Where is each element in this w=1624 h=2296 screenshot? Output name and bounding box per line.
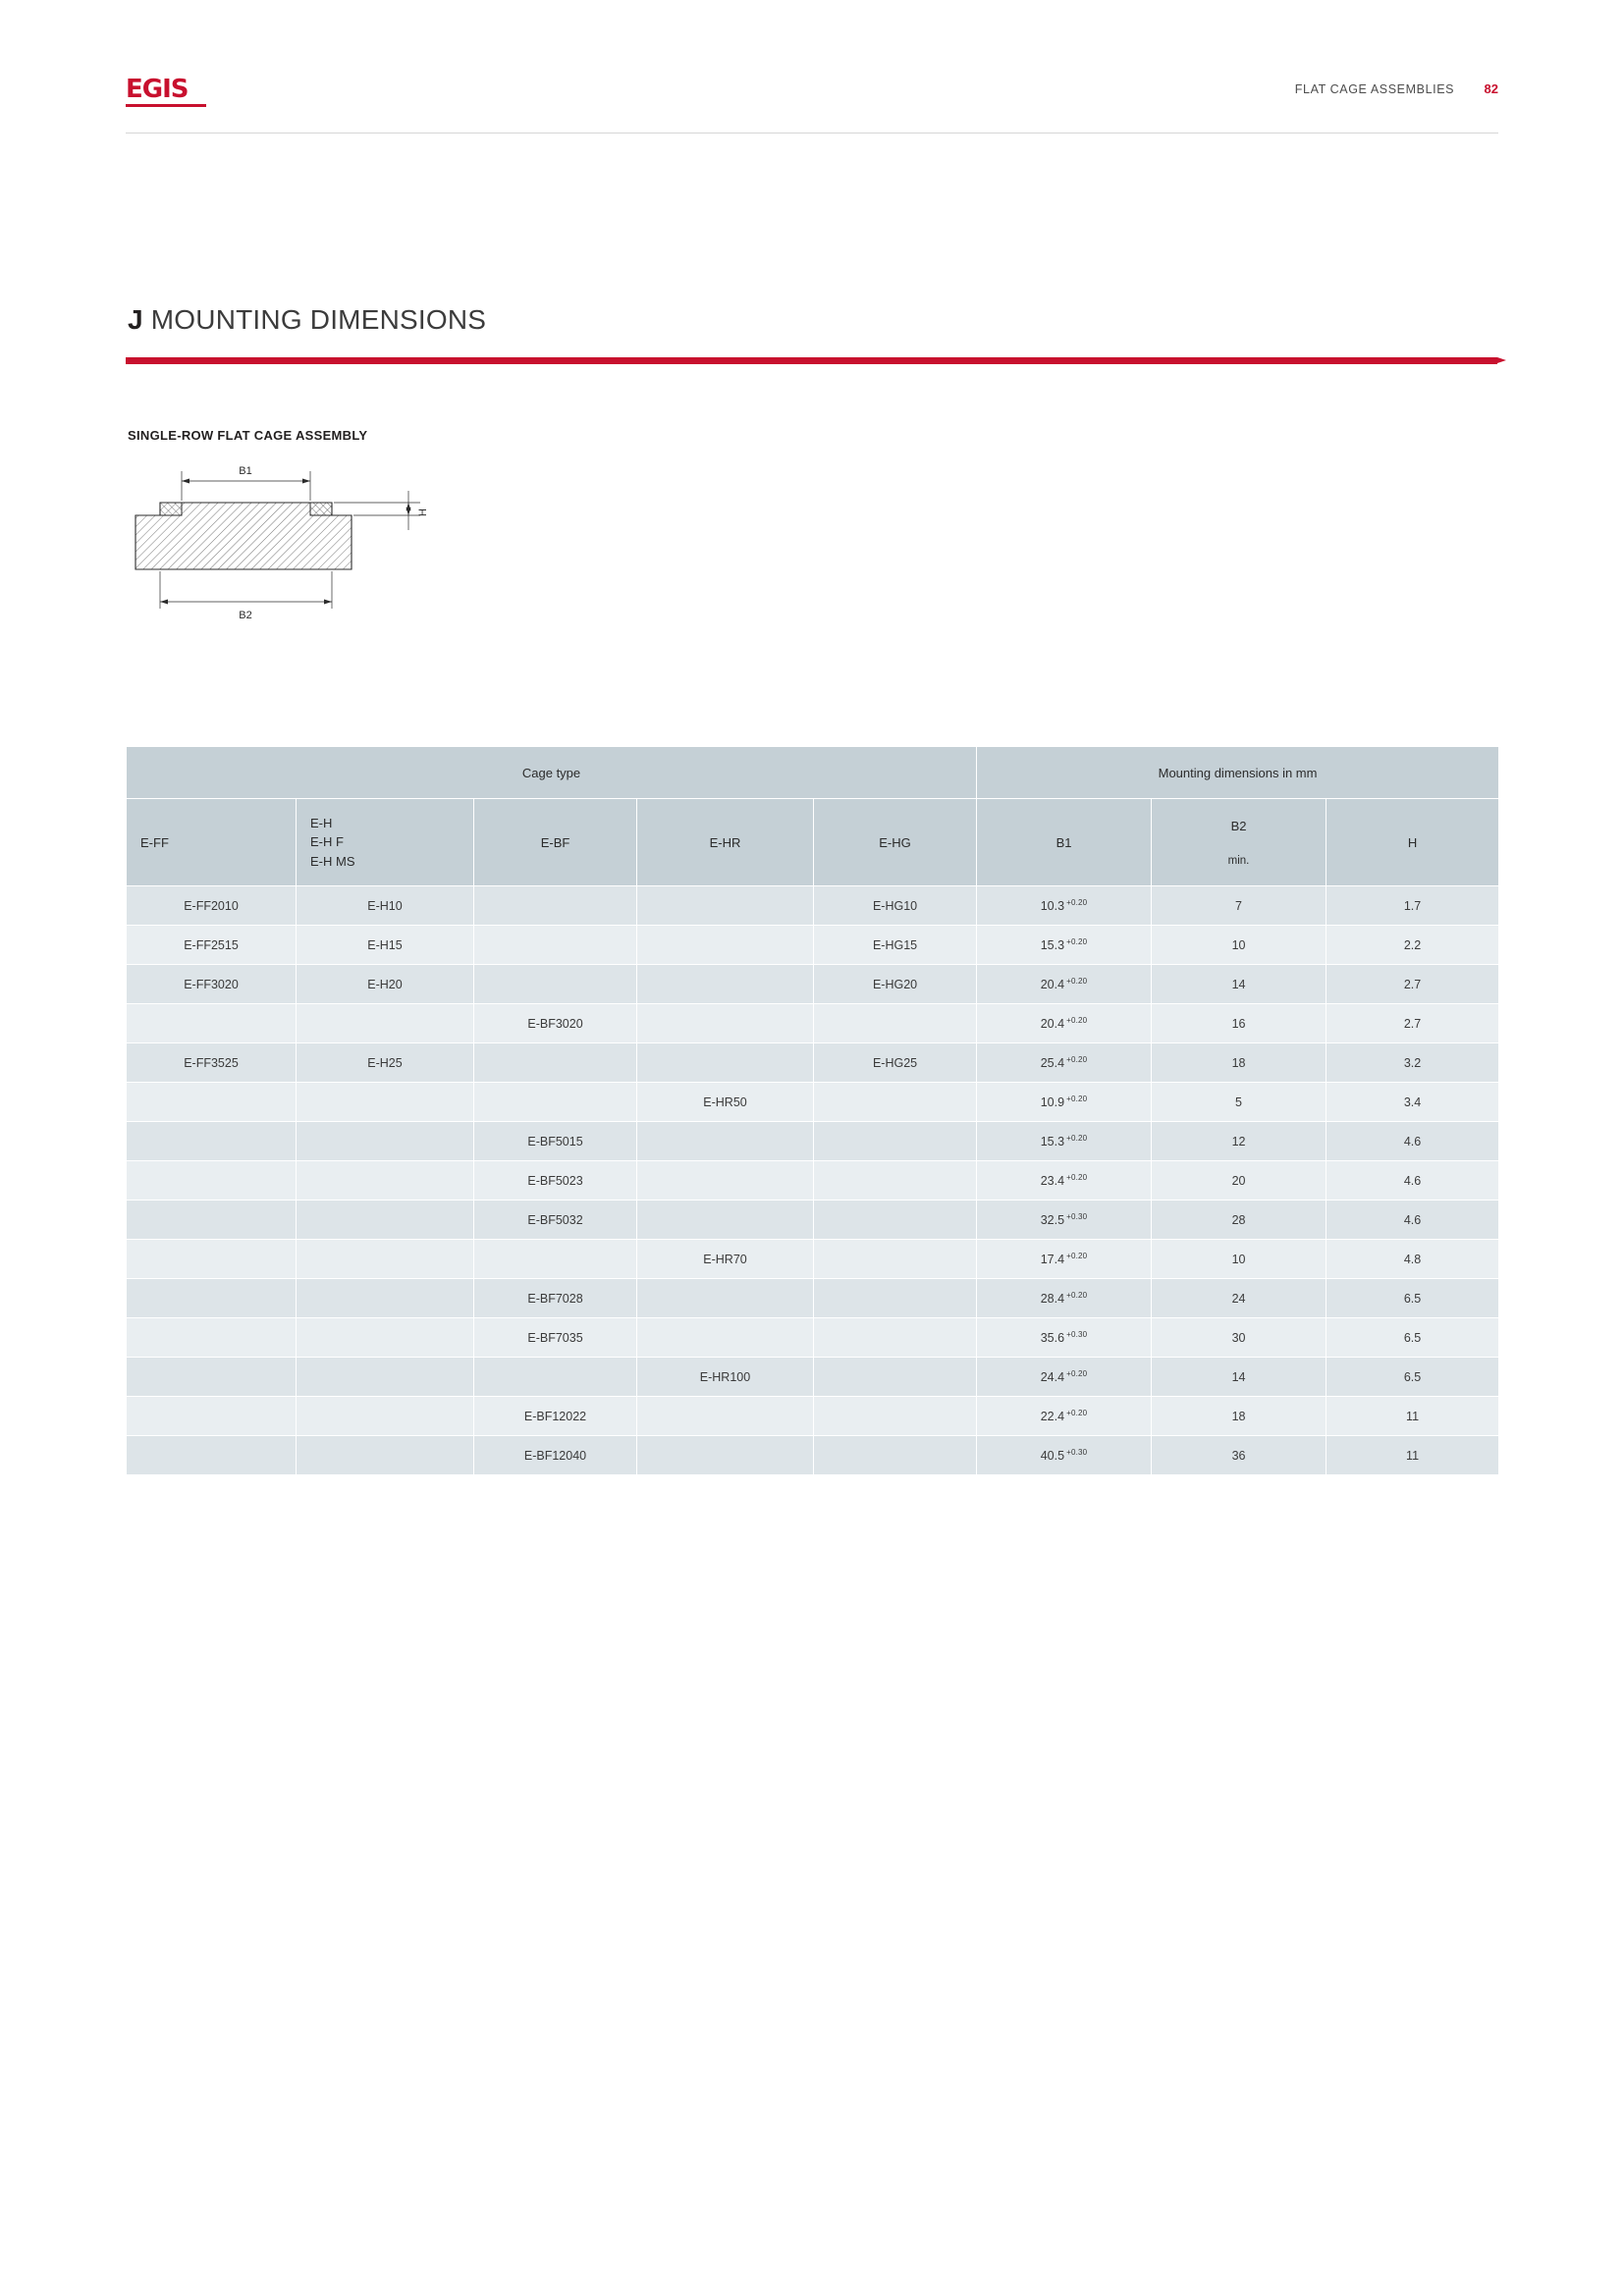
col-header-b2-min: min. <box>1227 854 1250 867</box>
table-row <box>127 965 1499 1004</box>
table-row <box>127 1122 1499 1161</box>
cell-ehr <box>637 1436 814 1475</box>
cell-b1-tolerance: +0.20 <box>1066 976 1088 986</box>
cell-h: 4.6 <box>1326 1201 1499 1240</box>
cell-ehg <box>814 1318 977 1358</box>
col-header-b2 <box>1152 799 1326 886</box>
cell-ebf: E-BF12022 <box>474 1397 637 1436</box>
col-header-ehg: E-HG <box>814 799 977 886</box>
header-section-title: FLAT CAGE ASSEMBLIES <box>1294 81 1455 96</box>
cell-eff <box>127 1397 297 1436</box>
cell-b1-tolerance: +0.20 <box>1066 1251 1088 1260</box>
cell-h: 6.5 <box>1326 1358 1499 1397</box>
cell-b2: 5 <box>1152 1083 1326 1122</box>
cell-eh: E-H15 <box>297 926 474 965</box>
cell-ehg <box>814 1122 977 1161</box>
cell-ehg <box>814 1436 977 1475</box>
cell-ehr <box>637 965 814 1004</box>
cell-ehr <box>637 926 814 965</box>
cell-eff: E-FF3020 <box>127 965 297 1004</box>
cell-b1: 20.4 $^{+0.20}$ <box>977 965 1152 1004</box>
cell-eff <box>127 1318 297 1358</box>
cell-b1: 10.9 $^{+0.20}$ <box>977 1083 1152 1122</box>
cell-h: 2.7 <box>1326 965 1499 1004</box>
mounting-dimensions-table <box>126 746 1499 1475</box>
cell-eff <box>127 1358 297 1397</box>
col-header-ehr: E-HR <box>637 799 814 886</box>
section-accent-bar <box>126 357 1497 364</box>
cell-ehg: E-HG25 <box>814 1043 977 1083</box>
cell-b1: 20.4 $^{+0.20}$ <box>977 1004 1152 1043</box>
cell-b1: 10.3 $^{+0.20}$ <box>977 886 1152 926</box>
cell-ehr: E-HR70 <box>637 1240 814 1279</box>
cell-ehr: E-HR50 <box>637 1083 814 1122</box>
cell-ebf: E-BF5023 <box>474 1161 637 1201</box>
cell-ebf <box>474 926 637 965</box>
cell-h: 11 <box>1326 1397 1499 1436</box>
cell-b2: 12 <box>1152 1122 1326 1161</box>
logo-underline <box>126 104 206 107</box>
cell-b1-tolerance: +0.20 <box>1066 1054 1088 1064</box>
cell-eh <box>297 1201 474 1240</box>
cell-b2: 28 <box>1152 1201 1326 1240</box>
cell-ehg <box>814 1201 977 1240</box>
col-header-b1: B1 <box>977 799 1152 886</box>
cell-ehg <box>814 1004 977 1043</box>
cell-ehr <box>637 1201 814 1240</box>
cell-b1-tolerance: +0.20 <box>1066 1172 1088 1182</box>
logo-text: EGIS <box>126 75 189 104</box>
diagram-svg <box>126 461 460 648</box>
cell-b2: 30 <box>1152 1318 1326 1358</box>
egis-logo <box>126 77 206 107</box>
cell-ebf: E-BF5015 <box>474 1122 637 1161</box>
cell-ebf: E-BF5032 <box>474 1201 637 1240</box>
table-row <box>127 1279 1499 1318</box>
page-number: 82 <box>1484 81 1498 97</box>
table-row <box>127 926 1499 965</box>
table-row <box>127 1318 1499 1358</box>
cell-eh: E-H25 <box>297 1043 474 1083</box>
cell-b1-tolerance: +0.20 <box>1066 1290 1088 1300</box>
cell-eff <box>127 1083 297 1122</box>
cell-b2: 18 <box>1152 1043 1326 1083</box>
cell-eh <box>297 1358 474 1397</box>
cell-b1: 22.4 $^{+0.20}$ <box>977 1397 1152 1436</box>
cell-ehg: E-HG15 <box>814 926 977 965</box>
cell-ehr <box>637 1043 814 1083</box>
col-header-h: H <box>1326 799 1499 886</box>
cell-b2: 18 <box>1152 1397 1326 1436</box>
cell-b1-tolerance: +0.20 <box>1066 1094 1088 1103</box>
cell-eff <box>127 1436 297 1475</box>
cell-h: 11 <box>1326 1436 1499 1475</box>
cell-ebf: E-BF12040 <box>474 1436 637 1475</box>
cell-eh <box>297 1122 474 1161</box>
cell-b1-tolerance: +0.20 <box>1066 1408 1088 1417</box>
cell-ehg: E-HG20 <box>814 965 977 1004</box>
cell-b1: 35.6 $^{+0.30}$ <box>977 1318 1152 1358</box>
cell-eh: E-H10 <box>297 886 474 926</box>
cell-eff <box>127 1279 297 1318</box>
cell-b2: 14 <box>1152 965 1326 1004</box>
cell-b2: 24 <box>1152 1279 1326 1318</box>
cell-ebf <box>474 1083 637 1122</box>
cell-b1: 17.4 $^{+0.20}$ <box>977 1240 1152 1279</box>
table-row <box>127 1083 1499 1122</box>
mounting-dimensions-table-wrap <box>126 746 1498 1475</box>
col-header-eh-line2: E-H F <box>310 834 344 850</box>
col-header-eff: E-FF <box>127 799 297 886</box>
cell-b1: 25.4 $^{+0.20}$ <box>977 1043 1152 1083</box>
page-header <box>126 69 1498 124</box>
table-row <box>127 1240 1499 1279</box>
table-row <box>127 1161 1499 1201</box>
col-header-eh-line3: E-H MS <box>310 853 355 869</box>
table-row <box>127 1397 1499 1436</box>
cell-ehg <box>814 1240 977 1279</box>
cell-ehr <box>637 886 814 926</box>
cell-eff <box>127 1122 297 1161</box>
cell-b1-tolerance: +0.20 <box>1066 936 1088 946</box>
cell-ehg <box>814 1397 977 1436</box>
diagram-label-b1: B1 <box>239 465 252 477</box>
cell-ebf: E-BF3020 <box>474 1004 637 1043</box>
col-header-eh <box>297 799 474 886</box>
cell-b1: 40.5 $^{+0.30}$ <box>977 1436 1152 1475</box>
table-row <box>127 1043 1499 1083</box>
cell-eh <box>297 1436 474 1475</box>
cell-b1-tolerance: +0.20 <box>1066 1133 1088 1143</box>
cell-ebf <box>474 965 637 1004</box>
cell-b1-tolerance: +0.20 <box>1066 1015 1088 1025</box>
cell-b2: 20 <box>1152 1161 1326 1201</box>
cell-eff <box>127 1004 297 1043</box>
cell-b1-tolerance: +0.20 <box>1066 897 1088 907</box>
cell-b1: 32.5 $^{+0.30}$ <box>977 1201 1152 1240</box>
cell-ehr <box>637 1122 814 1161</box>
cell-ehg <box>814 1083 977 1122</box>
cell-ebf: E-BF7028 <box>474 1279 637 1318</box>
cell-b2: 10 <box>1152 1240 1326 1279</box>
cell-h: 2.2 <box>1326 926 1499 965</box>
cell-ehr <box>637 1161 814 1201</box>
col-header-b2-label: B2 <box>1230 818 1247 833</box>
page-title <box>128 304 486 336</box>
cell-b2: 10 <box>1152 926 1326 965</box>
cell-ebf: E-BF7035 <box>474 1318 637 1358</box>
cell-eh <box>297 1240 474 1279</box>
section-title-text: MOUNTING DIMENSIONS <box>150 304 487 335</box>
cell-eh <box>297 1161 474 1201</box>
cell-ehg <box>814 1161 977 1201</box>
cell-eh <box>297 1279 474 1318</box>
cell-b1-tolerance: +0.30 <box>1066 1447 1088 1457</box>
cell-b1-tolerance: +0.30 <box>1066 1211 1088 1221</box>
cell-eff: E-FF2515 <box>127 926 297 965</box>
cell-ebf <box>474 1358 637 1397</box>
cell-b2: 14 <box>1152 1358 1326 1397</box>
cell-b2: 7 <box>1152 886 1326 926</box>
diagram-label-b2: B2 <box>239 610 252 621</box>
cell-b1: 28.4 $^{+0.20}$ <box>977 1279 1152 1318</box>
group-header-mounting-dimensions: Mounting dimensions in mm <box>977 747 1499 799</box>
cell-ehr <box>637 1397 814 1436</box>
cell-eff <box>127 1240 297 1279</box>
cell-ehg: E-HG10 <box>814 886 977 926</box>
cell-h: 6.5 <box>1326 1318 1499 1358</box>
cell-b1: 15.3 $^{+0.20}$ <box>977 926 1152 965</box>
cell-h: 3.2 <box>1326 1043 1499 1083</box>
table-column-header-row <box>127 799 1499 886</box>
cell-h: 4.8 <box>1326 1240 1499 1279</box>
cell-ehg <box>814 1358 977 1397</box>
cell-ehr: E-HR100 <box>637 1358 814 1397</box>
col-header-eh-lines <box>310 816 355 869</box>
cell-h: 4.6 <box>1326 1161 1499 1201</box>
col-header-ebf: E-BF <box>474 799 637 886</box>
cell-b1: 15.3 $^{+0.20}$ <box>977 1122 1152 1161</box>
diagram-label-h: H <box>417 508 429 516</box>
cell-b2: 36 <box>1152 1436 1326 1475</box>
table-row <box>127 886 1499 926</box>
cell-ehr <box>637 1279 814 1318</box>
table-body <box>127 886 1499 1475</box>
cell-ebf <box>474 1043 637 1083</box>
section-letter: J <box>128 304 143 335</box>
cell-eh <box>297 1318 474 1358</box>
cell-eff <box>127 1201 297 1240</box>
cell-ehg <box>814 1279 977 1318</box>
table-row <box>127 1004 1499 1043</box>
cell-eh <box>297 1004 474 1043</box>
cell-eff: E-FF3525 <box>127 1043 297 1083</box>
cell-h: 6.5 <box>1326 1279 1499 1318</box>
mounting-diagram <box>126 461 460 648</box>
subsection-title: SINGLE-ROW FLAT CAGE ASSEMBLY <box>128 428 368 443</box>
cell-eh <box>297 1083 474 1122</box>
cell-eff <box>127 1161 297 1201</box>
cell-eh <box>297 1397 474 1436</box>
cell-eff: E-FF2010 <box>127 886 297 926</box>
table-row <box>127 1201 1499 1240</box>
cell-h: 2.7 <box>1326 1004 1499 1043</box>
cell-h: 3.4 <box>1326 1083 1499 1122</box>
table-group-header-row <box>127 747 1499 799</box>
cell-b2: 16 <box>1152 1004 1326 1043</box>
cell-ehr <box>637 1318 814 1358</box>
cell-h: 1.7 <box>1326 886 1499 926</box>
table-row <box>127 1436 1499 1475</box>
cell-eh: E-H20 <box>297 965 474 1004</box>
cell-b1: 24.4 $^{+0.20}$ <box>977 1358 1152 1397</box>
cell-ebf <box>474 886 637 926</box>
col-header-eh-line1: E-H <box>310 815 333 830</box>
cell-ebf <box>474 1240 637 1279</box>
cell-h: 4.6 <box>1326 1122 1499 1161</box>
cell-b1: 23.4 $^{+0.20}$ <box>977 1161 1152 1201</box>
header-right <box>1295 80 1498 98</box>
table-row <box>127 1358 1499 1397</box>
group-header-cage-type: Cage type <box>127 747 977 799</box>
cell-b1-tolerance: +0.20 <box>1066 1368 1088 1378</box>
cell-ehr <box>637 1004 814 1043</box>
cell-b1-tolerance: +0.30 <box>1066 1329 1088 1339</box>
